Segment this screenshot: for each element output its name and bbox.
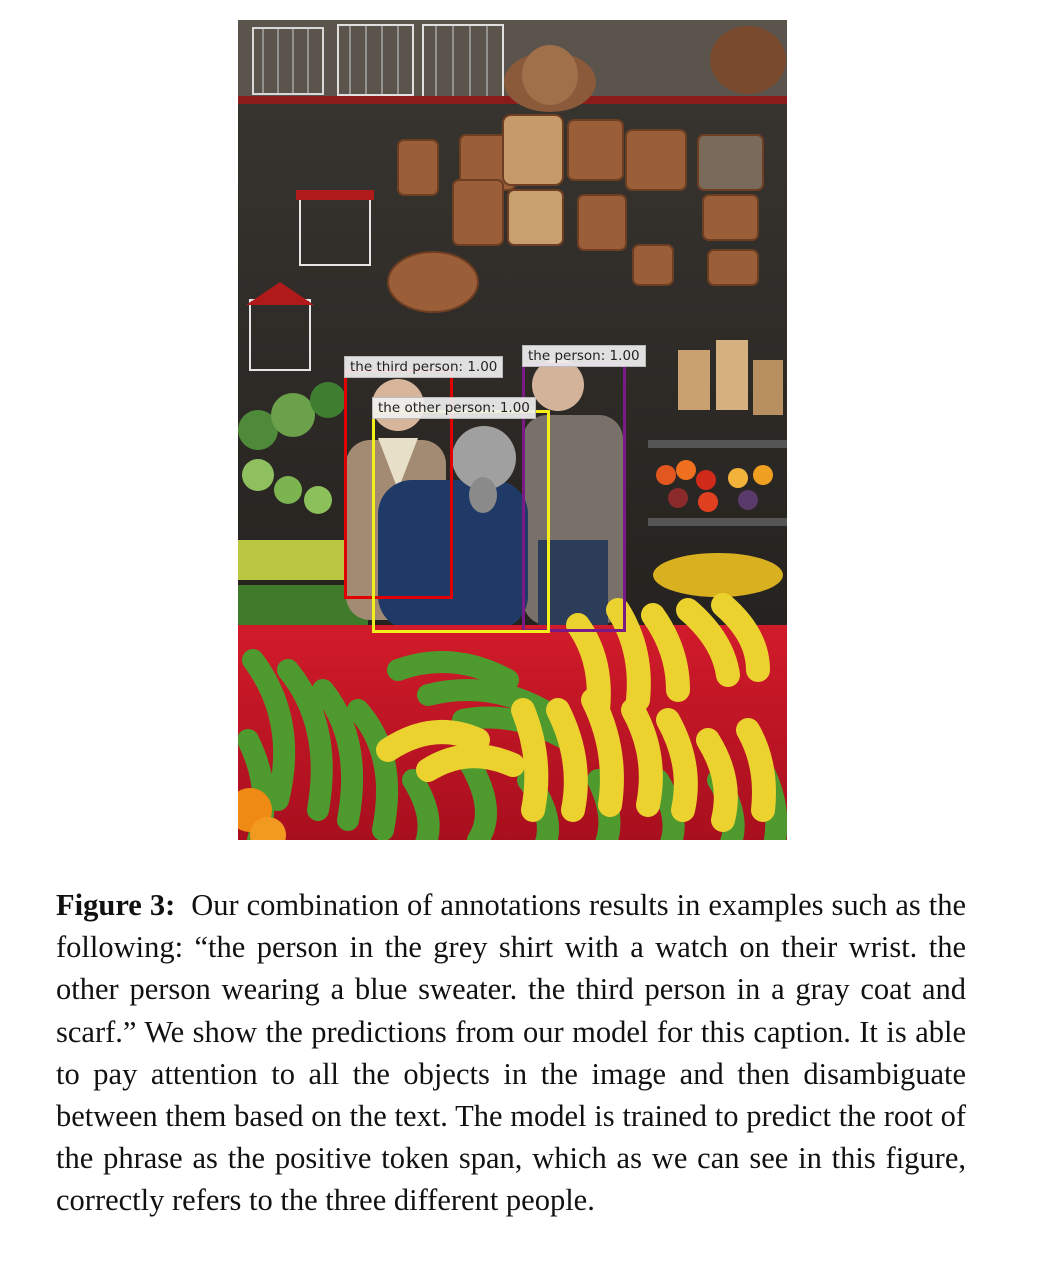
detection-label-person: the person: 1.00 [522, 345, 646, 367]
figure-label: Figure 3: [56, 888, 176, 922]
market-photo [238, 20, 787, 840]
caption-text: Our combination of annotations results in examples such as the following: “the person in the grey shirt with a watch on their wrist. the other person wearing a blue sweater. the third person in a gray coat and scarf.” We show the predictions from our model for this caption. It is able to pay attention to all the objects in the image and then disambiguate between them based on the text. The model is trained to predict the root of the phrase as the positive token span, which as we can see in this figure, correctly refers to the three different people. [56, 888, 966, 1218]
figure-caption [56, 884, 966, 1222]
detection-box-other-person [372, 410, 550, 633]
detection-label-third-person: the third person: 1.00 [344, 356, 503, 378]
detection-label-other-person: the other person: 1.00 [372, 397, 536, 419]
